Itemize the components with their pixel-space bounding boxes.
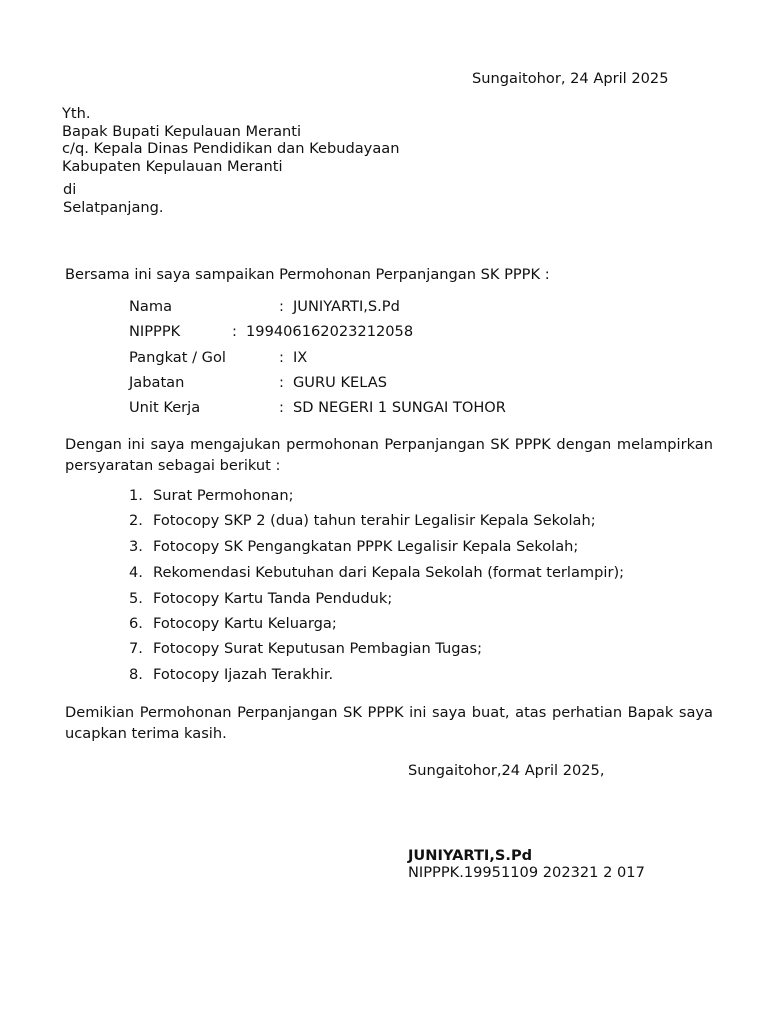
- signature-date: Sungaitohor,24 April 2025,: [408, 762, 605, 779]
- field-label: Unit Kerja: [129, 399, 201, 416]
- field-colon: :: [279, 374, 284, 391]
- letter-date: Sungaitohor, 24 April 2025: [472, 70, 669, 87]
- field-pangkat: [129, 349, 307, 366]
- list-item: [129, 538, 578, 555]
- list-item: [129, 512, 596, 529]
- field-label: NIPPPK: [129, 323, 181, 340]
- signature-nip: NIPPPK.19951109 202321 2 017: [408, 864, 645, 881]
- intro-text: Bersama ini saya sampaikan Permohonan Perpanjangan SK PPPK :: [65, 266, 550, 283]
- field-colon: :: [279, 298, 284, 315]
- field-colon: :: [232, 323, 237, 340]
- field-value: JUNIYARTI,S.Pd: [293, 298, 400, 315]
- field-nipppk: [129, 323, 413, 340]
- list-item: [129, 615, 337, 632]
- list-item: [129, 640, 482, 657]
- list-number: 2.: [129, 512, 143, 529]
- list-text: Fotocopy Kartu Tanda Penduduk;: [153, 590, 393, 607]
- field-value: SD NEGERI 1 SUNGAI TOHOR: [293, 399, 506, 416]
- field-label: Pangkat / Gol: [129, 349, 226, 366]
- list-number: 1.: [129, 487, 143, 504]
- field-value: IX: [293, 349, 308, 366]
- list-text: Fotocopy Surat Keputusan Pembagian Tugas;: [153, 640, 483, 657]
- recipient-salutation: Yth.: [62, 105, 91, 122]
- list-number: 6.: [129, 615, 143, 632]
- recipient-line-1: Bapak Bupati Kepulauan Meranti: [62, 122, 302, 140]
- list-item: [129, 666, 333, 683]
- list-text: Fotocopy SK Pengangkatan PPPK Legalisir Kepala Sekolah;: [153, 538, 579, 555]
- list-item: [129, 564, 624, 581]
- list-number: 3.: [129, 538, 143, 555]
- field-label: Jabatan: [129, 374, 185, 391]
- list-text: Fotocopy Kartu Keluarga;: [153, 615, 337, 632]
- field-nama: [129, 298, 400, 315]
- field-value: GURU KELAS: [293, 374, 387, 391]
- field-value: 199406162023212058: [246, 323, 414, 340]
- list-number: 4.: [129, 564, 143, 581]
- list-number: 8.: [129, 666, 143, 683]
- list-text: Fotocopy Ijazah Terakhir.: [153, 666, 334, 683]
- field-unit-kerja: [129, 399, 506, 416]
- signature-name: JUNIYARTI,S.Pd: [408, 847, 533, 864]
- list-item: [129, 487, 294, 504]
- recipient-location: [63, 181, 164, 217]
- field-label: Nama: [129, 298, 173, 315]
- list-text: Surat Permohonan;: [153, 487, 294, 504]
- field-colon: :: [279, 349, 284, 366]
- list-text: Rekomendasi Kebutuhan dari Kepala Sekolah (format terlampir);: [153, 564, 625, 581]
- closing-paragraph: Demikian Permohonan Perpanjangan SK PPPK ini saya buat, atas perhatian Bapak saya ucapkan terima kasih.: [65, 704, 713, 742]
- recipient-di: di: [63, 181, 77, 198]
- field-jabatan: [129, 374, 387, 391]
- list-item: [129, 590, 392, 607]
- field-colon: :: [279, 399, 284, 416]
- list-number: 7.: [129, 640, 143, 657]
- recipient-line-3: Kabupaten Kepulauan Meranti: [62, 157, 283, 175]
- list-text: Fotocopy SKP 2 (dua) tahun terahir Legalisir Kepala Sekolah;: [153, 512, 596, 529]
- recipient-address: [62, 105, 399, 175]
- request-paragraph: Dengan ini saya mengajukan permohonan Perpanjangan SK PPPK dengan melampirkan persyaratan sebagai berikut :: [65, 436, 713, 474]
- recipient-city: Selatpanjang.: [63, 199, 164, 216]
- recipient-line-2: c/q. Kepala Dinas Pendidikan dan Kebudayaan: [62, 140, 400, 157]
- list-number: 5.: [129, 590, 143, 607]
